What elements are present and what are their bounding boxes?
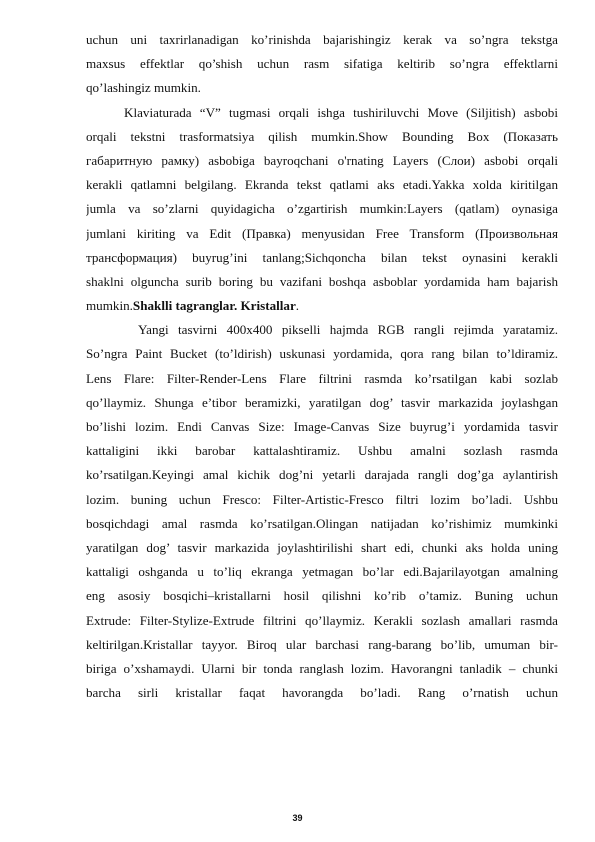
text-line: kerakli qatlamni belgilang. Ekranda tekst qatlami aks etadi.Yakka xolda kiritilgan [86,177,558,193]
text-line [86,294,558,318]
text-line: Extrude: Filter-Stylize-Extrude filtrini qo’llaymiz. Kerakli sozlash amallari rasmda [86,612,558,628]
text-line: maxsus effektlar qo’shish uchun rasm sifatiga keltirib so’ngra effektlarni [86,56,558,72]
text-line: shaklni olguncha surib boring bu vazifani boshqa asboblar yordamida ham bajarish [86,273,558,289]
text-run: . [295,298,300,314]
text-line: kattaligini ikki barobar kattalashtiramiz. Ushbu amalni sozlash rasmda [86,443,558,459]
text-line: Lens Flare: Filter-Render-Lens Flare filtrini rasmda ko’rsatilgan kabi sozlab [86,370,558,386]
text-line: eng asosiy bosqichi–kristallarni hosil qilishni ko’rib o’tamiz. Buning uchun [86,588,558,604]
text-line: bosqichdagi amal rasmda ko’rsatilgan.Olingan natijadan ko’rishimiz mumkinki [86,515,558,531]
text-line: uchun uni taxrirlanadigan ko’rinishda bajarishingiz kerak va so’ngra tekstga [86,32,558,47]
text-line: biriga o’xshamaydi. Ularni bir tonda ranglash lozim. Havorangni tanladik – chunki [86,660,558,676]
text-line: lozim. buning uchun Fresco: Filter-Artistic-Fresco filtri lozim bo’ladi. Ushbu [86,491,558,507]
paragraph-3 [86,318,558,705]
text-line: yaratilgan dog’ tasvir markazida joylashtirilishi shart edi, chunki aks holda uning [86,539,558,555]
body-text [86,28,558,705]
paragraph-1 [86,28,558,101]
text-run: mumkin. [86,298,133,314]
text-line: трансформация) buyrug’ini tanlang;Sichqoncha bilan tekst oynasini kerakli [86,249,558,265]
text-line: габаритную рамку) asbobiga bayroqchani o'rnating Layers (Слои) asbobi orqali [86,152,558,168]
text-line: barcha sirli kristallar faqat havorangda bo’ladi. Rang o’rnatish uchun [86,685,558,701]
section-heading: Shaklli tagranglar. Kristallar [132,298,296,314]
text-line: So’ngra Paint Bucket (to’ldirish) uskunasi yordamida, qora rang bilan to’ldiramiz. [86,346,558,362]
text-line: Klaviaturada “V” tugmasi orqali ishga tushiriluvchi Move (Siljitish) asbobi [124,104,558,120]
text-line: qo’llaymiz. Shunga e’tibor beramizki, yaratilgan dog’ tasvir markazida joylashgan [86,394,558,410]
text-line: bo’lishi lozim. Endi Canvas Size: Image-Canvas Size buyrug’i yordamida tasvir [86,419,558,434]
text-line: kattaligi oshganda u to’liq ekranga yetmagan bo’lar edi.Bajarilayotgan amalning [86,564,558,580]
text-line: jumlani kiriting va Edit (Правка) menyusidan Free Transform (Произвольная [86,225,558,241]
text-line: jumla va so’zlarni quyidagicha o’zgartirish mumkin:Layers (qatlam) oynasiga [86,201,558,217]
text-line: Yangi tasvirni 400x400 pikselli hajmda RGB rangli rejimda yaratamiz. [138,322,558,338]
text-line: ko’rsatilgan.Keyingi amal kichik dog’ni yetarli darajada rangli dog’ga aylantirish [86,467,558,483]
page-number: 39 [292,813,303,823]
text-line: qo’lashingiz mumkin. [86,80,201,96]
text-line: keltirilgan.Kristallar tayyor. Biroq ular barchasi rang-barang bo’lib, umuman bir- [86,636,558,652]
text-line: orqali tekstni trasformatsiya qilish mumkin.Show Bounding Box (Показать [86,128,558,144]
paragraph-2 [86,101,558,319]
